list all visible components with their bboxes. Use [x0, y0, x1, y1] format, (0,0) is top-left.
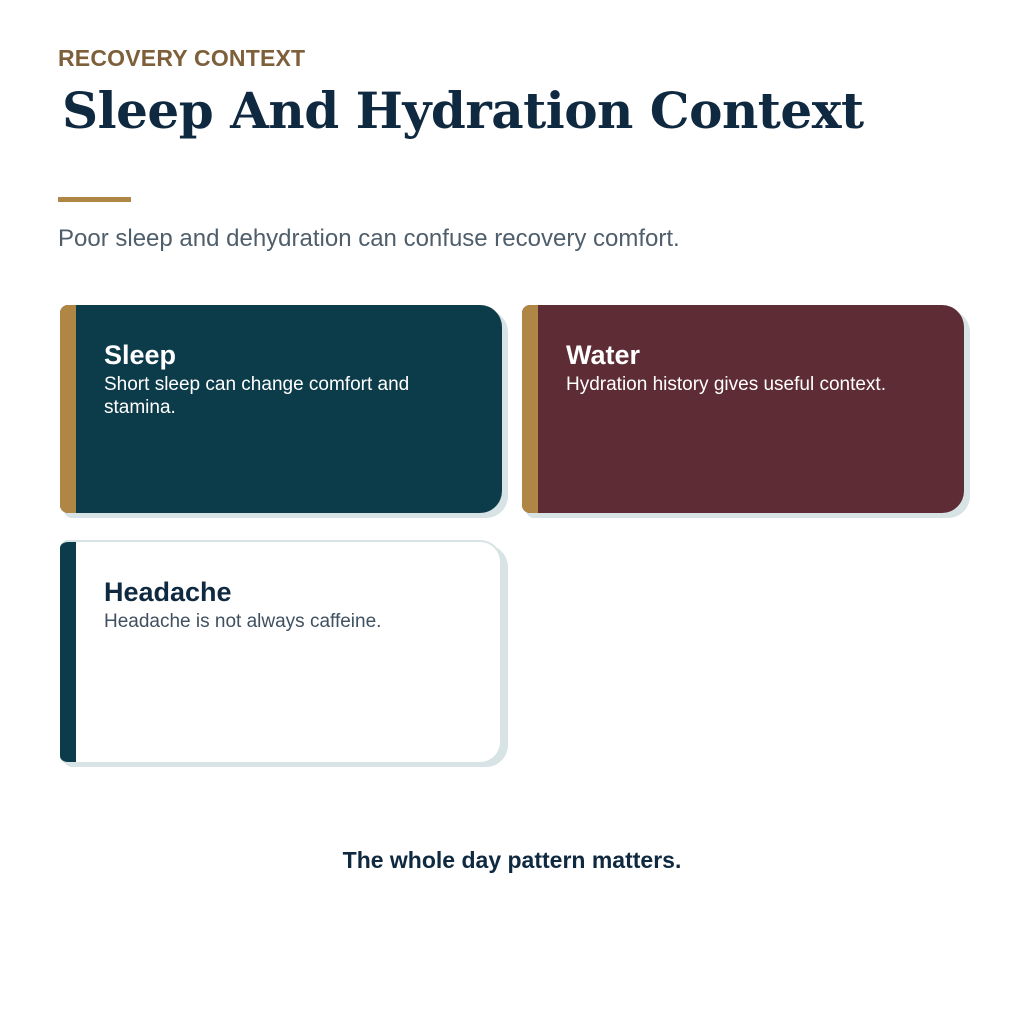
card-body: Hydration history gives useful context.	[566, 374, 886, 395]
card-body: Headache is not always caffeine.	[104, 611, 382, 632]
card-headache	[60, 540, 502, 764]
card-accent-bar	[522, 305, 538, 513]
card-title: Water	[566, 340, 641, 370]
section-eyebrow: RECOVERY CONTEXT	[58, 45, 306, 71]
card-accent-bar	[60, 542, 76, 762]
card-sleep	[60, 305, 502, 513]
footer-note: The whole day pattern matters.	[342, 847, 682, 873]
accent-divider	[58, 197, 131, 202]
page-title: Sleep And Hydration Context	[62, 81, 864, 140]
card-body: Short sleep can change comfort and stamina.	[104, 374, 410, 418]
card-title: Headache	[104, 577, 232, 607]
card-title: Sleep	[104, 340, 177, 370]
page-subtitle: Poor sleep and dehydration can confuse recovery comfort.	[58, 225, 680, 252]
card-water	[522, 305, 964, 513]
card-accent-bar	[60, 305, 76, 513]
